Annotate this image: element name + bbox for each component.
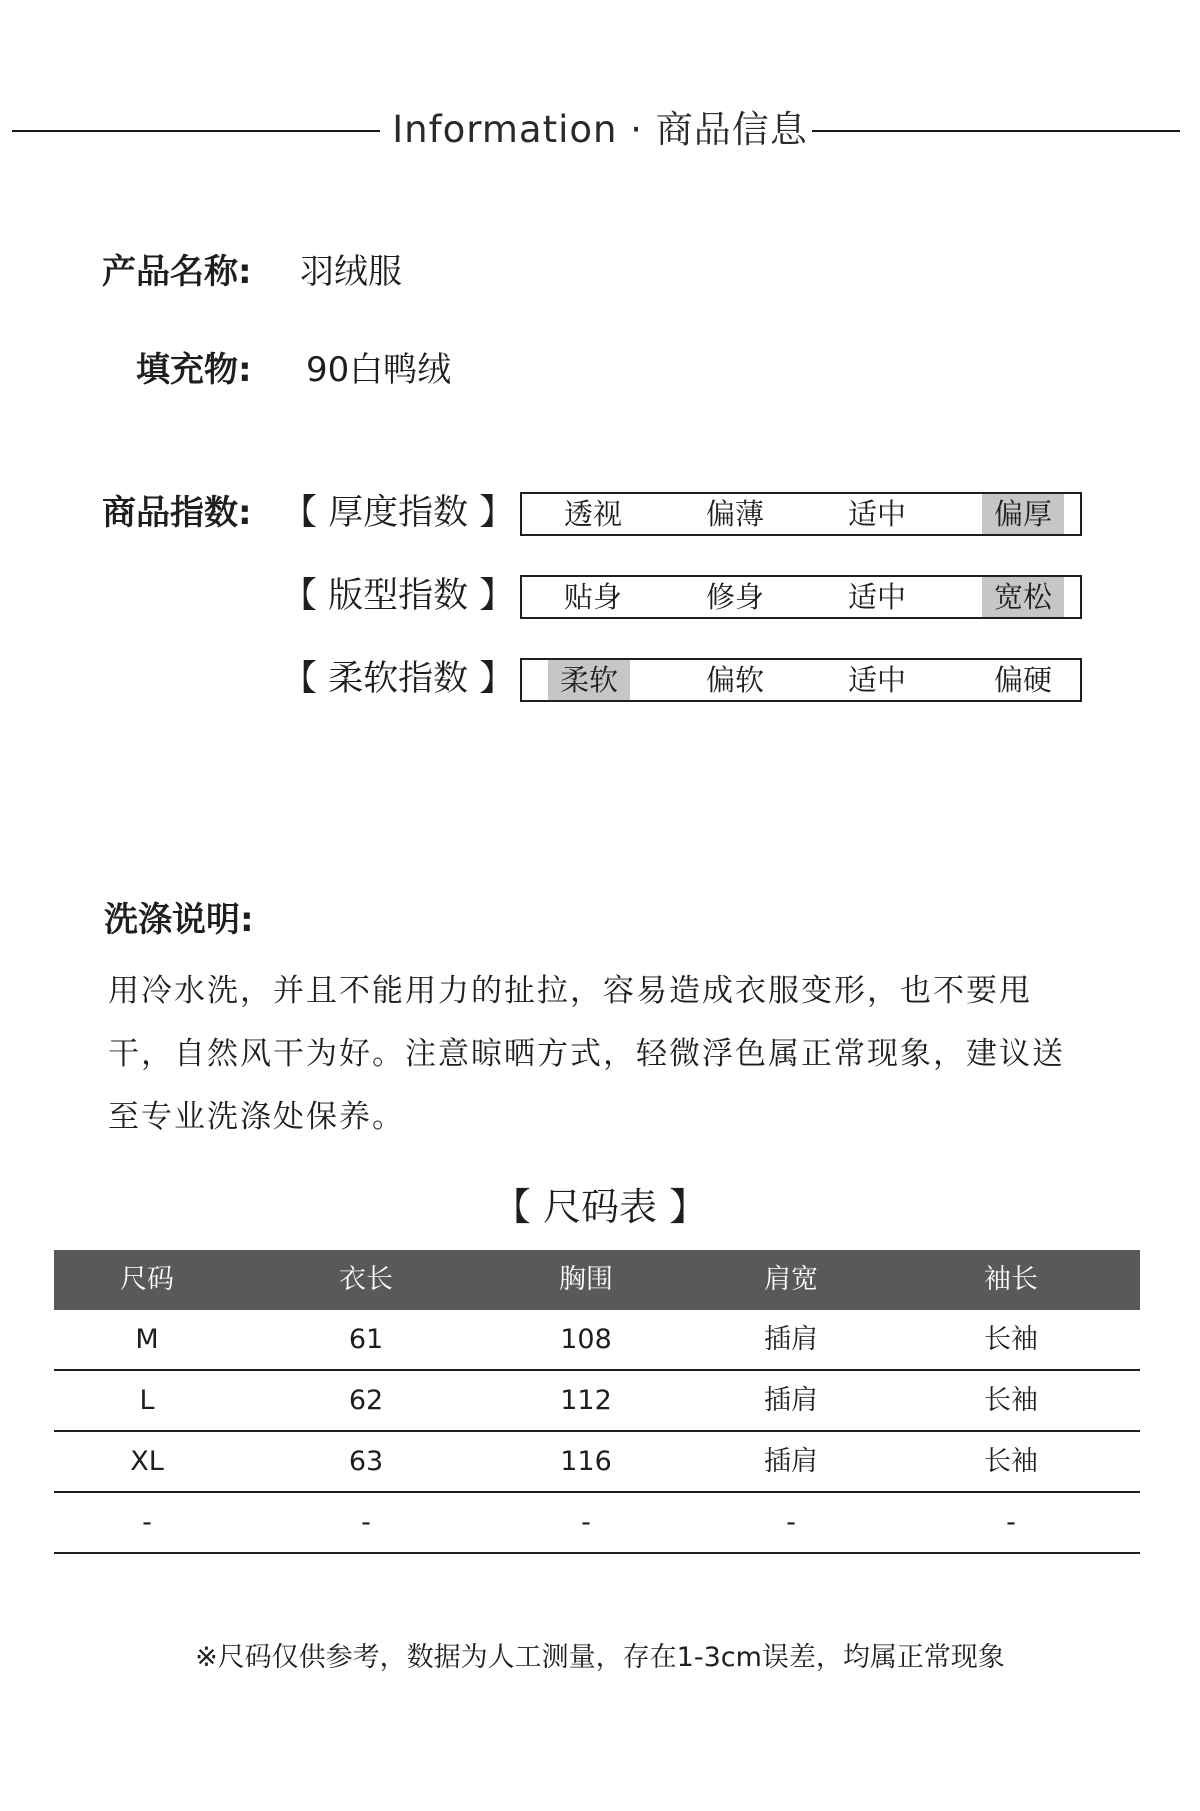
- header-size: 尺码: [120, 1264, 174, 1295]
- table-cell: XL: [130, 1446, 164, 1477]
- softness-option: 适中: [847, 663, 906, 697]
- softness-option: 偏软: [705, 663, 764, 697]
- table-cell: 108: [560, 1324, 612, 1355]
- softness-option-selected: 柔软: [548, 660, 630, 700]
- filling-label: 填充物:: [136, 350, 252, 390]
- table-cell: 插肩: [764, 1385, 818, 1416]
- size-disclaimer: ※尺码仅供参考，数据为人工测量，存在1-3cm误差，均属正常现象: [195, 1642, 1005, 1673]
- fit-option: 贴身: [563, 580, 622, 614]
- table-cell: 长袖: [984, 1446, 1038, 1477]
- wash-line: 用冷水洗，并且不能用力的扯拉，容易造成衣服变形，也不要甩: [108, 973, 1032, 1009]
- header-chest: 胸围: [559, 1264, 613, 1295]
- table-cell: 插肩: [764, 1446, 818, 1477]
- fit-option: 适中: [847, 580, 906, 614]
- thickness-option: 透视: [563, 497, 622, 531]
- table-row: [54, 1310, 1140, 1371]
- table-cell: 63: [348, 1446, 384, 1477]
- thickness-option-selected: 偏厚: [982, 494, 1064, 534]
- table-cell: M: [135, 1324, 159, 1355]
- table-cell: 112: [560, 1385, 612, 1416]
- wash-title: 洗涤说明:: [104, 900, 254, 940]
- thickness-option: 适中: [847, 497, 906, 531]
- table-cell: 长袖: [984, 1385, 1038, 1416]
- softness-index-name: 【 柔软指数 】: [282, 659, 515, 699]
- table-cell: -: [142, 1507, 152, 1538]
- fit-option: 修身: [705, 580, 764, 614]
- table-cell: -: [581, 1507, 591, 1538]
- product-name-label: 产品名称:: [102, 252, 252, 292]
- table-row: [54, 1371, 1140, 1432]
- table-cell: 长袖: [984, 1324, 1038, 1355]
- header-sleeve: 袖长: [984, 1264, 1038, 1295]
- softness-index-scale: [520, 658, 1082, 702]
- product-index-label: 商品指数:: [102, 493, 252, 533]
- table-cell: -: [1006, 1507, 1016, 1538]
- fit-index-name: 【 版型指数 】: [282, 576, 515, 616]
- table-row: [54, 1432, 1140, 1493]
- thickness-option: 偏薄: [705, 497, 764, 531]
- wash-instructions: [108, 960, 1098, 1149]
- header-divider-right: [812, 130, 1180, 132]
- section-title: Information · 商品信息: [392, 108, 808, 151]
- thickness-index-name: 【 厚度指数 】: [282, 493, 515, 533]
- wash-line: 干，自然风干为好。注意晾晒方式，轻微浮色属正常现象，建议送: [108, 1036, 1065, 1072]
- product-name-value: 羽绒服: [300, 252, 402, 292]
- table-cell: -: [786, 1507, 796, 1538]
- wash-line: 至专业洗涤处保养。: [108, 1099, 405, 1135]
- softness-option: 偏硬: [993, 663, 1052, 697]
- table-cell: 61: [348, 1324, 384, 1355]
- table-header: [54, 1250, 1140, 1310]
- table-cell: -: [361, 1507, 371, 1538]
- fit-index-scale: [520, 575, 1082, 619]
- table-cell: 116: [560, 1446, 612, 1477]
- header-length: 衣长: [339, 1264, 393, 1295]
- size-table: [54, 1250, 1140, 1554]
- table-cell: 插肩: [764, 1324, 818, 1355]
- table-cell: 62: [348, 1385, 384, 1416]
- table-row: [54, 1493, 1140, 1554]
- header-shoulder: 肩宽: [764, 1264, 818, 1295]
- fit-option-selected: 宽松: [982, 577, 1064, 617]
- filling-value: 90白鸭绒: [306, 350, 452, 390]
- table-cell: L: [139, 1385, 155, 1416]
- thickness-index-scale: [520, 492, 1082, 536]
- size-table-title: 【 尺码表 】: [492, 1185, 708, 1229]
